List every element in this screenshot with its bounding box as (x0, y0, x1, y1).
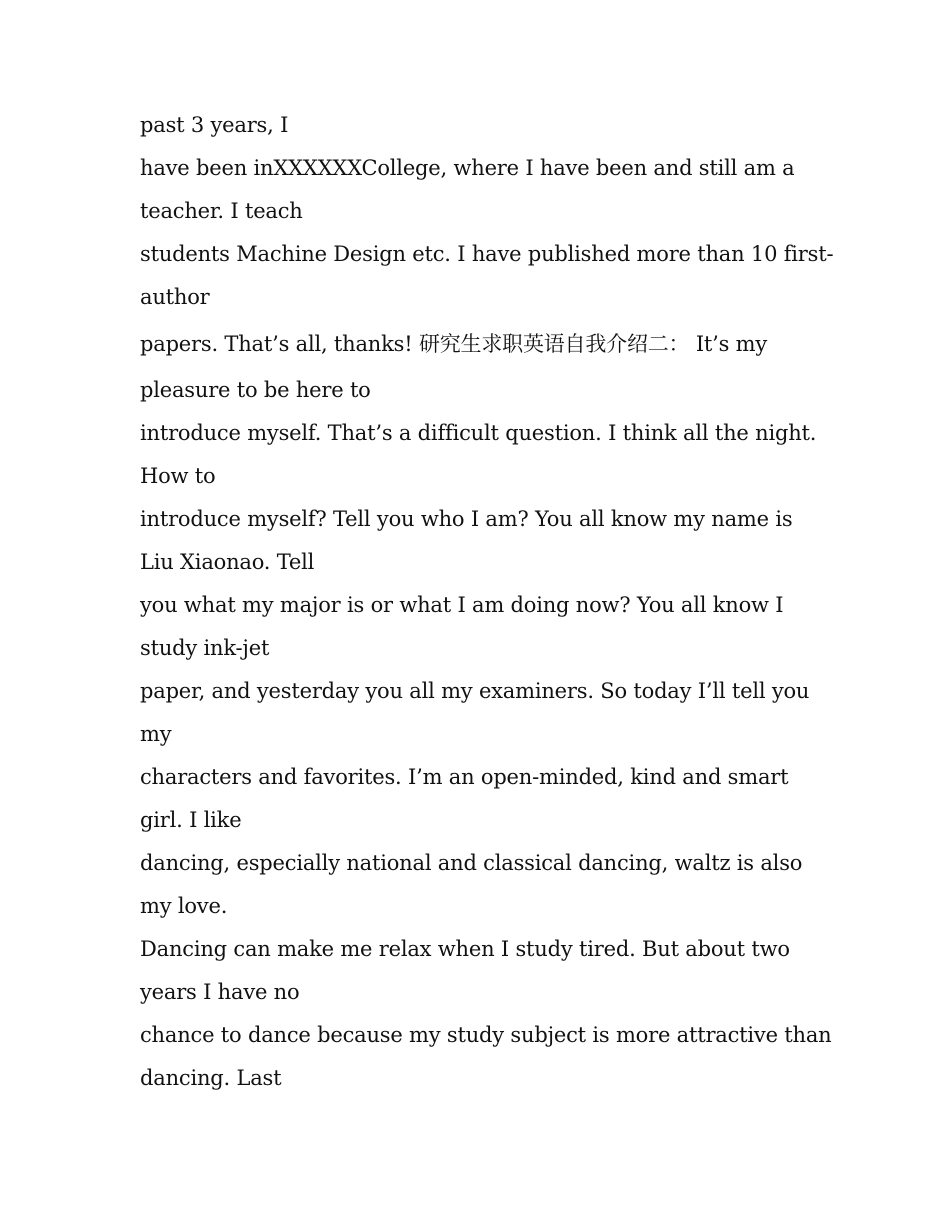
text-line: dancing. Last (140, 1066, 282, 1090)
text-line: papers. That’s all, thanks! 研究生求职英语自我介绍二： It’s my (140, 332, 768, 356)
text-line: How to (140, 464, 216, 488)
text-line: students Machine Design etc. I have published more than 10 first- (140, 242, 834, 266)
text-line: you what my major is or what I am doing now? You all know I (140, 593, 784, 617)
text-line: characters and favorites. I’m an open-minded, kind and smart (140, 765, 789, 789)
body-text (140, 104, 834, 1100)
text-line: pleasure to be here to (140, 378, 371, 402)
text-line: paper, and yesterday you all my examiners. So today I’ll tell you (140, 679, 810, 703)
text-line: years I have no (140, 980, 300, 1004)
text-line: girl. I like (140, 808, 242, 832)
text-line: my love. (140, 894, 228, 918)
text-line: past 3 years, I (140, 113, 289, 137)
text-line: Liu Xiaonao. Tell (140, 550, 315, 574)
text-line: Dancing can make me relax when I study tired. But about two (140, 937, 790, 961)
text-line: teacher. I teach (140, 199, 303, 223)
text-line: chance to dance because my study subject is more attractive than (140, 1023, 832, 1047)
text-line: introduce myself. That’s a difficult question. I think all the night. (140, 421, 817, 445)
text-line: my (140, 722, 172, 746)
text-line: dancing, especially national and classical dancing, waltz is also (140, 851, 803, 875)
text-line: introduce myself? Tell you who I am? You all know my name is (140, 507, 793, 531)
text-line: author (140, 285, 210, 309)
text-line: have been inXXXXXXCollege, where I have been and still am a (140, 156, 795, 180)
text-line: study ink-jet (140, 636, 270, 660)
